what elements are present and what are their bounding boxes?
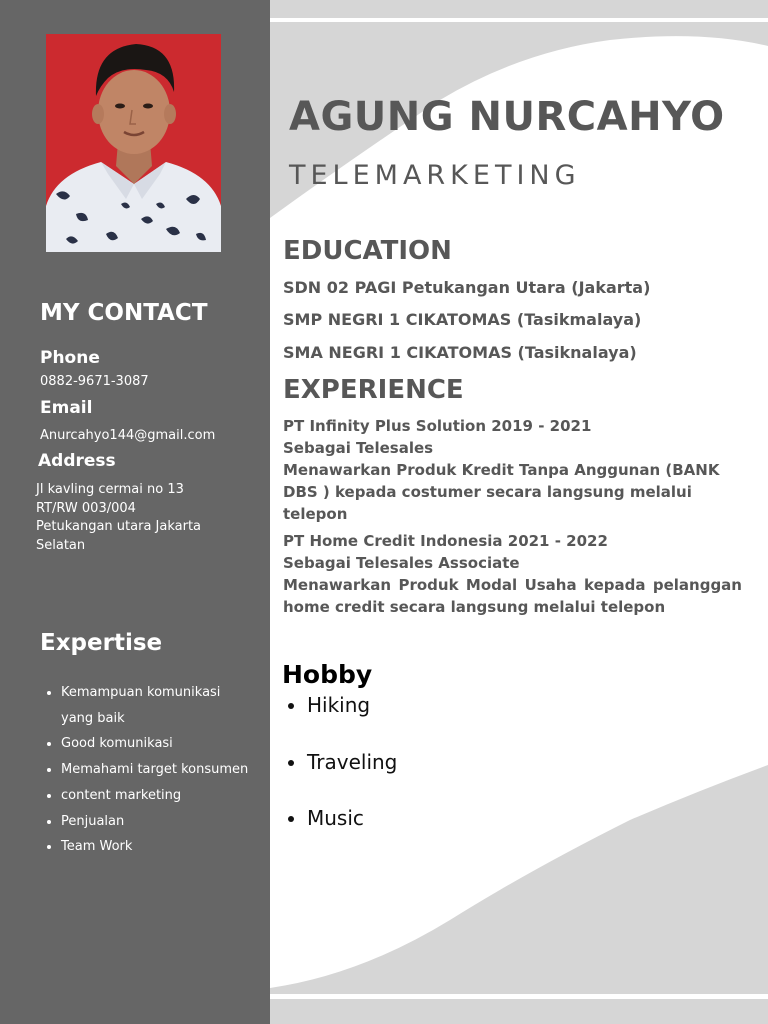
education-item: SMA NEGRI 1 CIKATOMAS (Tasiknalaya) — [283, 343, 637, 362]
experience-item — [283, 530, 742, 618]
main-content — [270, 0, 768, 1024]
education-heading: EDUCATION — [283, 236, 452, 266]
expertise-item: • Penjualan — [61, 809, 251, 835]
hobby-item: • Hiking — [307, 690, 397, 747]
email-value: Anurcahyo144@gmail.com — [40, 428, 216, 443]
address-line: Selatan — [36, 537, 86, 553]
candidate-name: AGUNG NURCAHYO — [289, 94, 725, 140]
experience-position: Sebagai Telesales Associate — [283, 554, 520, 572]
hobby-item: • Traveling — [307, 747, 397, 804]
expertise-item: • Kemampuan komunikasi yang baik — [61, 680, 251, 731]
expertise-item: • Memahami target konsumen — [61, 757, 251, 783]
experience-company: PT Home Credit Indonesia 2021 - 2022 — [283, 532, 608, 550]
address-line: Jl kavling cermai no 13 — [36, 482, 184, 497]
job-title: TELEMARKETING — [289, 160, 581, 191]
expertise-item: • Good komunikasi — [61, 731, 251, 757]
sidebar — [0, 0, 270, 1024]
email-label: Email — [40, 398, 93, 418]
address-label: Address — [38, 451, 116, 471]
experience-position: Sebagai Telesales — [283, 439, 434, 457]
person-photo-icon — [46, 34, 221, 252]
education-item: SMP NEGRI 1 CIKATOMAS (Tasikmalaya) — [283, 310, 642, 329]
expertise-list — [40, 680, 251, 860]
phone-value: 0882-9671-3087 — [40, 374, 149, 389]
address-value — [36, 481, 201, 555]
expertise-item: • content marketing — [61, 783, 251, 809]
contact-heading: MY CONTACT — [40, 300, 208, 326]
hobby-item: • Music — [307, 803, 397, 860]
expertise-item: • Team Work — [61, 834, 251, 860]
expertise-heading: Expertise — [40, 630, 163, 656]
experience-description: Menawarkan Produk Modal Usaha kepada pelanggan home credit secara langsung melalui telepon — [283, 576, 742, 616]
profile-photo — [46, 34, 221, 252]
hobby-heading: Hobby — [282, 660, 373, 689]
experience-item — [283, 415, 742, 525]
experience-description: Menawarkan Produk Kredit Tanpa Anggunan (BANK DBS ) kepada costumer secara langsung melalui telepon — [283, 461, 720, 523]
address-line: Petukangan utara Jakarta — [36, 519, 202, 534]
experience-company: PT Infinity Plus Solution 2019 - 2021 — [283, 417, 592, 435]
education-item: SDN 02 PAGI Petukangan Utara (Jakarta) — [283, 278, 651, 297]
address-line: RT/RW 003/004 — [36, 500, 136, 516]
experience-heading: EXPERIENCE — [283, 375, 464, 405]
hobby-list — [282, 690, 397, 860]
phone-label: Phone — [40, 348, 100, 368]
